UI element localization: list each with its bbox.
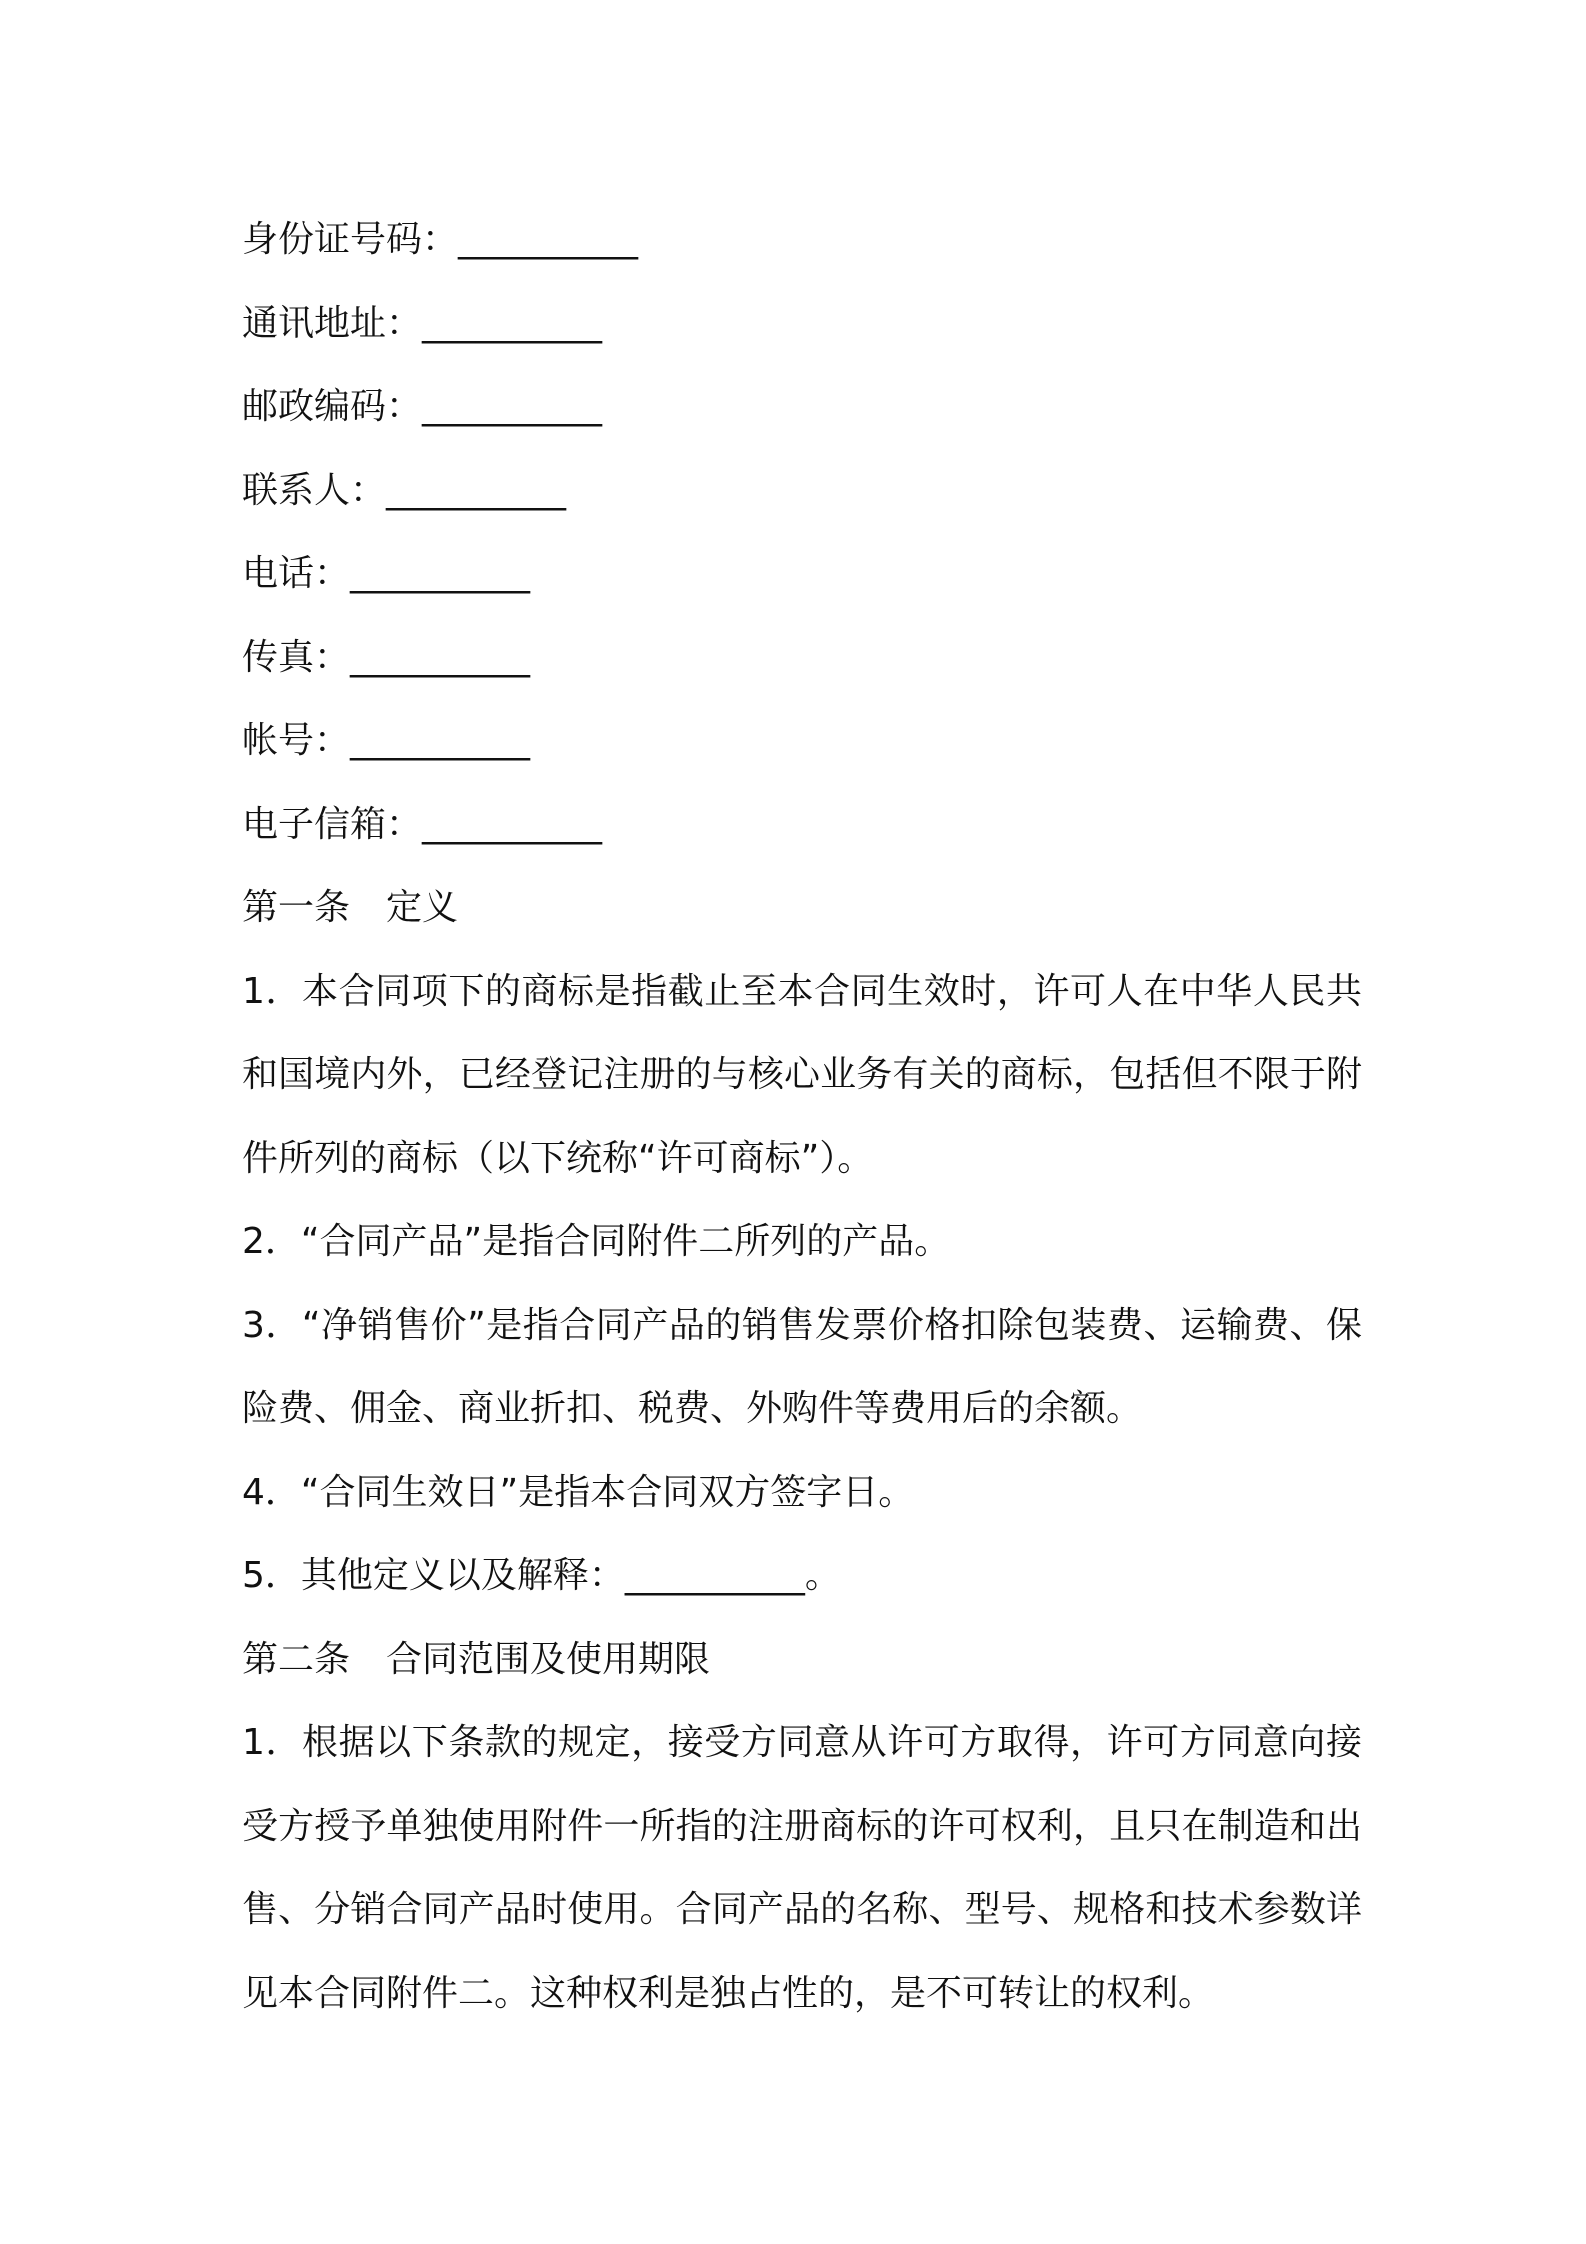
address-field: 通讯地址：__________	[242, 302, 603, 344]
contact-person-field: 联系人：__________	[242, 469, 567, 511]
article-1	[242, 866, 1362, 1618]
contact-fields	[242, 198, 1362, 866]
article-2	[242, 1618, 1362, 2036]
article-1-item-4: 4．“合同生效日”是指本合同双方签字日。	[242, 1471, 915, 1513]
article-1-heading: 第一条 定义	[242, 887, 459, 928]
fax-field: 传真：__________	[242, 636, 531, 678]
article-1-item-5: 5．其他定义以及解释：__________。	[242, 1555, 841, 1596]
phone-field: 电话：__________	[242, 553, 531, 594]
article-2-heading: 第二条 合同范围及使用期限	[242, 1638, 711, 1680]
postal-code-field: 邮政编码：__________	[242, 386, 603, 427]
article-2-item-1: 1．根据以下条款的规定，接受方同意从许可方取得，许可方同意向接受方授予单独使用附件一所指的注册商标的许可权利，且只在制造和出售、分销合同产品时使用。合同产品的名称、型号、规格和技术参数详见本合同附件二。这种权利是独占性的，是不可转让的权利。	[242, 1722, 1362, 2014]
article-1-item-3: 3．“净销售价”是指合同产品的销售发票价格扣除包装费、运输费、保险费、佣金、商业折扣、税费、外购件等费用后的余额。	[242, 1304, 1362, 1429]
account-field: 帐号：__________	[242, 720, 531, 761]
article-1-item-2: 2．“合同产品”是指合同附件二所列的产品。	[242, 1221, 951, 1262]
email-field: 电子信箱：__________	[242, 803, 603, 845]
article-1-item-1: 1．本合同项下的商标是指截止至本合同生效时，许可人在中华人民共和国境内外，已经登记注册的与核心业务有关的商标，包括但不限于附件所列的商标（以下统称“许可商标”）。	[242, 970, 1362, 1179]
id-number-field: 身份证号码：__________	[242, 219, 639, 260]
document-body	[242, 198, 1362, 2035]
